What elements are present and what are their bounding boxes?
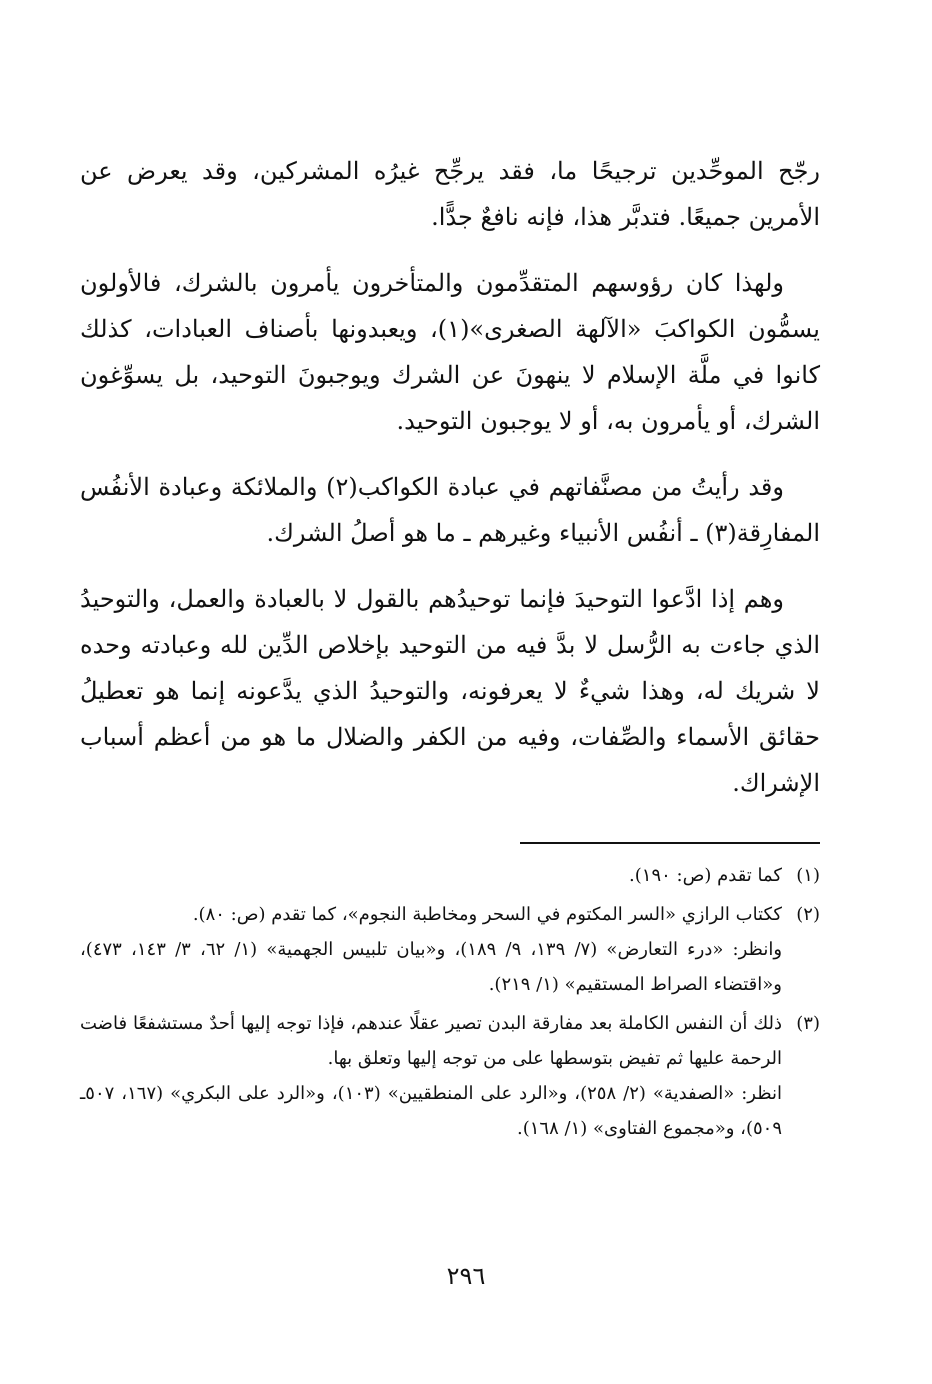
footnote-line: كما تقدم (ص: ١٩٠). bbox=[629, 865, 782, 886]
footnote-body bbox=[80, 858, 782, 893]
footnote-number: (٢) bbox=[796, 904, 820, 925]
footnote-3 bbox=[80, 1006, 820, 1146]
footnote-body bbox=[80, 1006, 782, 1146]
footnote-line: وانظر: «درء التعارض» (٧/ ١٣٩، ٩/ ١٨٩)، و«بيان تلبيس الجهمية» (١/ ٦٢، ٣/ ١٤٣، ٤٧٣)، و«اقتضاء الصراط المستقيم» (١/ ٢١٩). bbox=[80, 939, 783, 995]
footnote-1 bbox=[80, 858, 820, 893]
footnote-number: (١) bbox=[796, 865, 820, 886]
document-page bbox=[80, 148, 820, 1150]
main-text bbox=[80, 148, 820, 806]
paragraph-4: وهم إذا ادَّعوا التوحيدَ فإنما توحيدُهم بالقول لا بالعبادة والعمل، والتوحيدُ الذي جاءت به الرُّسل لا بدَّ فيه من التوحيد بإخلاص الدِّين لله وعبادته وحده لا شريك له، وهذا شيءٌ لا يعرفونه، والتوحيدُ الذي يدَّعونه إنما هو تعطيلُ حقائق الأسماء والصِّفات، وفيه من الكفر والضلال ما هو من أعظم أسباب الإشراك. bbox=[80, 585, 820, 797]
footnote-number: (٣) bbox=[796, 1013, 820, 1034]
paragraph-2: ولهذا كان رؤوسهم المتقدِّمون والمتأخرون يأمرون بالشرك، فالأولون يسمُّون الكواكبَ «الآلهة الصغرى»(١)، ويعبدونها بأصناف العبادات، كذلك كانوا في ملَّة الإسلام لا ينهونَ عن الشرك ويوجبونَ التوحيد، بل يسوِّغون الشرك، أو يأمرون به، أو لا يوجبون التوحيد. bbox=[80, 269, 820, 435]
paragraph-1: رجّح الموحِّدين ترجيحًا ما، فقد يرجِّح غيرُه المشركين، وقد يعرض عن الأمرين جميعًا. فتدبَّر هذا، فإنه نافعٌ جدًّا. bbox=[80, 157, 820, 231]
footnote-2 bbox=[80, 897, 820, 1002]
footnote-separator bbox=[520, 842, 820, 844]
paragraph-3: وقد رأيتُ من مصنَّفاتهم في عبادة الكواكب(٢) والملائكة وعبادة الأنفُس المفارِقة(٣) ـ أنفُس الأنبياء وغيرهم ـ ما هو أصلُ الشرك. bbox=[80, 473, 820, 547]
footnotes bbox=[80, 858, 820, 1146]
footnote-line: ذلك أن النفس الكاملة بعد مفارقة البدن تصير عقلًا عندهم، فإذا توجه إليها أحدٌ مستشفعًا فاضت الرحمة عليها ثم تفيض بتوسطها على من توجه إليها وتعلق بها. bbox=[80, 1013, 782, 1069]
footnote-line: انظر: «الصفدية» (٢/ ٢٥٨)، و«الرد على المنطقيين» (١٠٣)، و«الرد على البكري» (١٦٧، ٥٠٧ـ ٥٠٩)، و«مجموع الفتاوى» (١/ ١٦٨). bbox=[80, 1083, 783, 1139]
page-number: ٢٩٦ bbox=[446, 1262, 486, 1290]
footnote-body bbox=[80, 897, 782, 1002]
footnote-line: ككتاب الرازي «السر المكتوم في السحر ومخاطبة النجوم»، كما تقدم (ص: ٨٠). bbox=[192, 904, 782, 925]
